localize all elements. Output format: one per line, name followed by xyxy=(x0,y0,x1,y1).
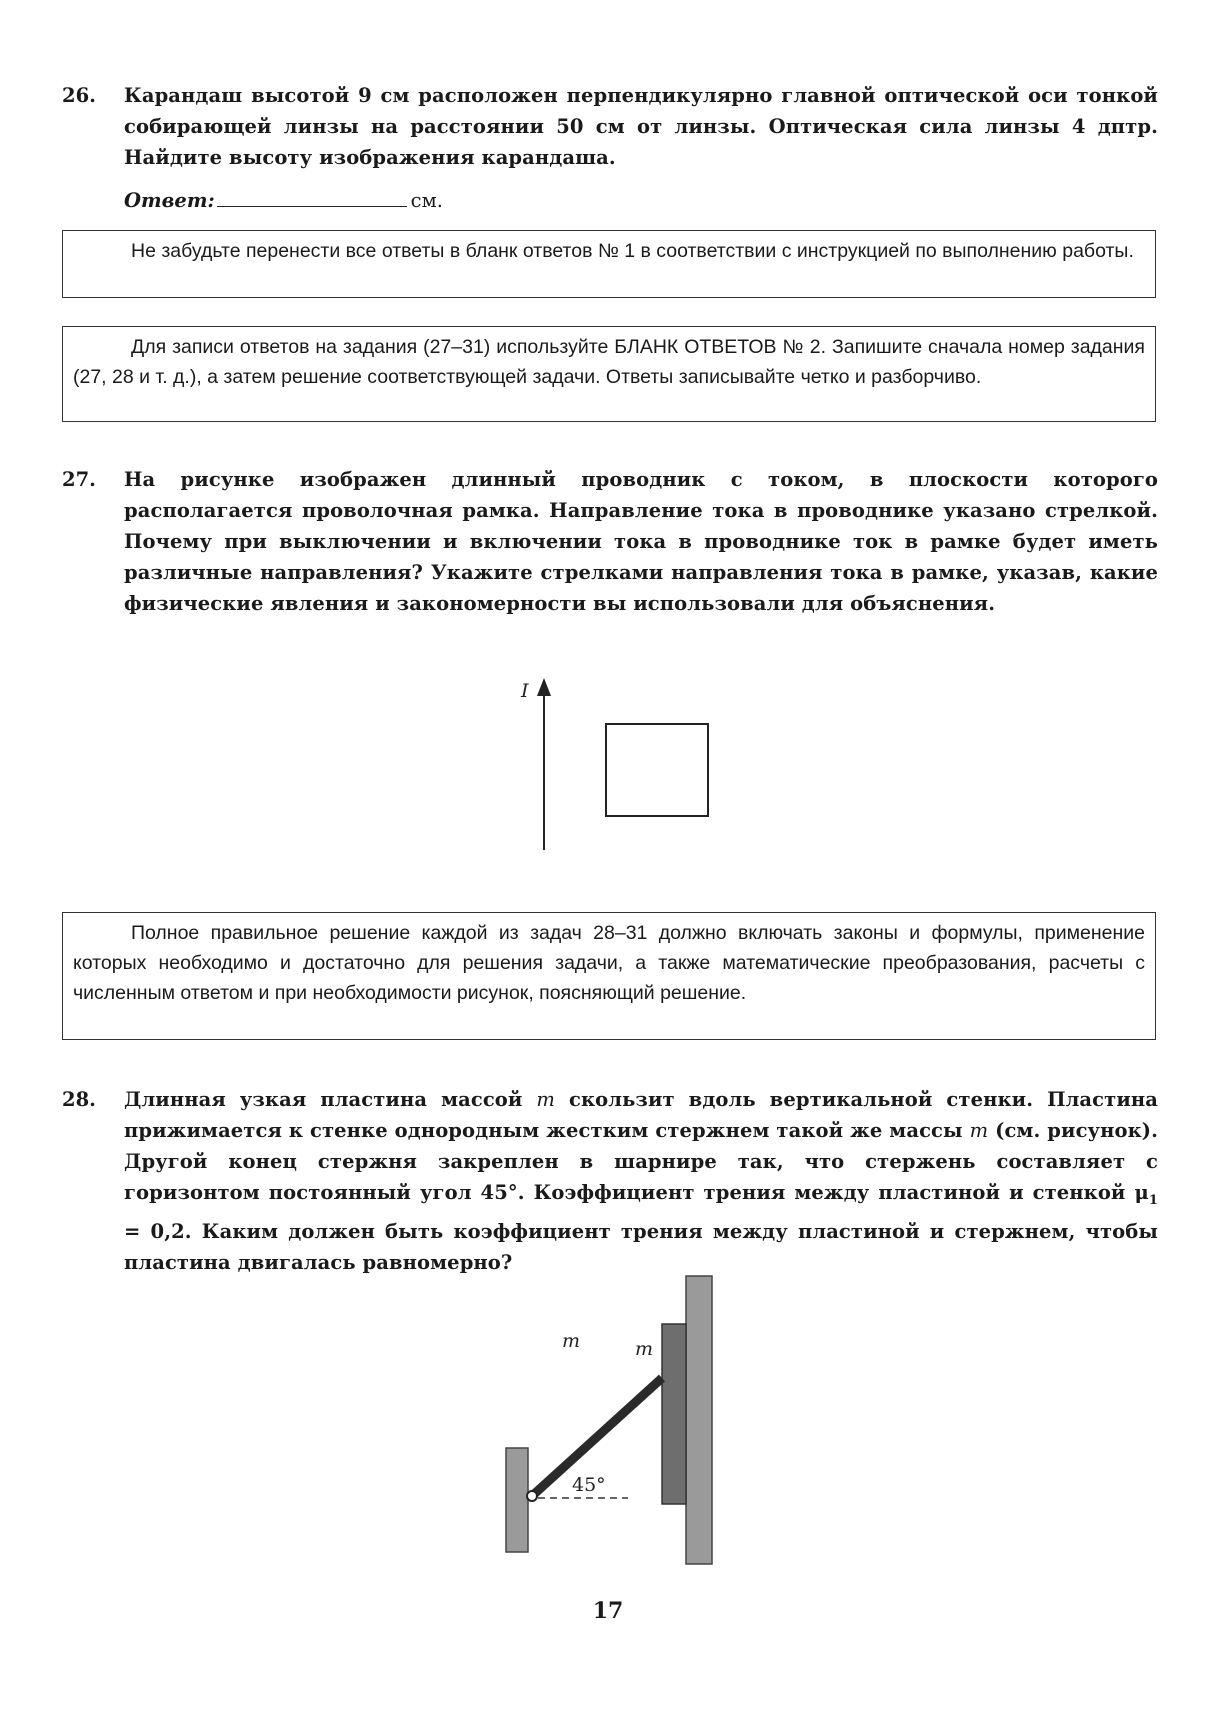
task-text: Длинная узкая пластина массой m скользит вдоль вертикальной стенки. Пластина прижимается к стенке однородным жестким стержнем такой же массы m (см. рисунок). Другой конец стержня закреплен в шарнире так, что стержень составляет с горизонтом постоянный угол 45°. Коэффициент трения между пластиной и стенкой $\mu_1 = 0,2$. Каким должен быть коэффициент трения между пластиной и стержнем, чтобы пластина двигалась равномерно? xyxy=(124,1088,1158,1274)
wire-frame xyxy=(606,724,708,816)
answer-row xyxy=(124,186,443,212)
task-27 xyxy=(62,464,1158,619)
task-text: На рисунке изображен длинный проводник с током, в плоскости которого располагается проволочная рамка. Направление тока в проводнике указано стрелкой. Почему при выключении и включении тока в проводнике ток в рамке будет иметь различные направления? Укажите стрелками направления тока в рамке, указав, какие физические явления и закономерности вы использовали для объяснения. xyxy=(124,468,1158,615)
figure-conductor-frame xyxy=(500,676,730,856)
answer-unit: см. xyxy=(410,189,443,212)
task-number: 27. xyxy=(62,468,96,491)
task-26 xyxy=(62,80,1158,173)
plate-mass-label: m xyxy=(635,1338,654,1360)
notice-full-solution xyxy=(62,912,1156,1040)
vertical-wall xyxy=(686,1276,712,1564)
task-number: 28. xyxy=(62,1088,96,1111)
notice-answer-form-2 xyxy=(62,326,1156,422)
notice-transfer-answers xyxy=(62,230,1156,298)
hinge-icon xyxy=(527,1491,537,1501)
notice-text: Не забудьте перенести все ответы в бланк ответов № 1 в соответствии с инструкцией по выполнению работы. xyxy=(131,240,1134,262)
current-arrow-icon xyxy=(537,678,551,696)
page-number: 17 xyxy=(592,1598,624,1624)
task-28 xyxy=(62,1084,1158,1278)
sliding-plate xyxy=(662,1324,686,1504)
hinge-support xyxy=(506,1448,528,1552)
angle-label: 45° xyxy=(572,1474,606,1496)
notice-text: Полное правильное решение каждой из задач 28–31 должно включать законы и формулы, применение которых необходимо и достаточно для решения задачи, а также математические преобразования, расчеты с численным ответом и при необходимости рисунок, поясняющий решение. xyxy=(73,922,1145,1004)
task-number: 26. xyxy=(62,84,96,107)
notice-text: Для записи ответов на задания (27–31) используйте БЛАНК ОТВЕТОВ № 2. Запишите сначала номер задания (27, 28 и т. д.), а затем решение соответствующей задачи. Ответы записывайте четко и разборчиво. xyxy=(73,336,1145,388)
rod-mass-label: m xyxy=(562,1330,581,1352)
answer-blank[interactable] xyxy=(217,186,407,207)
current-label: I xyxy=(521,680,529,702)
task-text: Карандаш высотой 9 см расположен перпендикулярно главной оптической оси тонкой собирающей линзы на расстоянии 50 см от линзы. Оптическая сила линзы 4 дптр. Найдите высоту изображения карандаша. xyxy=(124,84,1158,169)
answer-label: Ответ: xyxy=(124,189,215,212)
figure-plate-rod-wall xyxy=(490,1268,740,1568)
